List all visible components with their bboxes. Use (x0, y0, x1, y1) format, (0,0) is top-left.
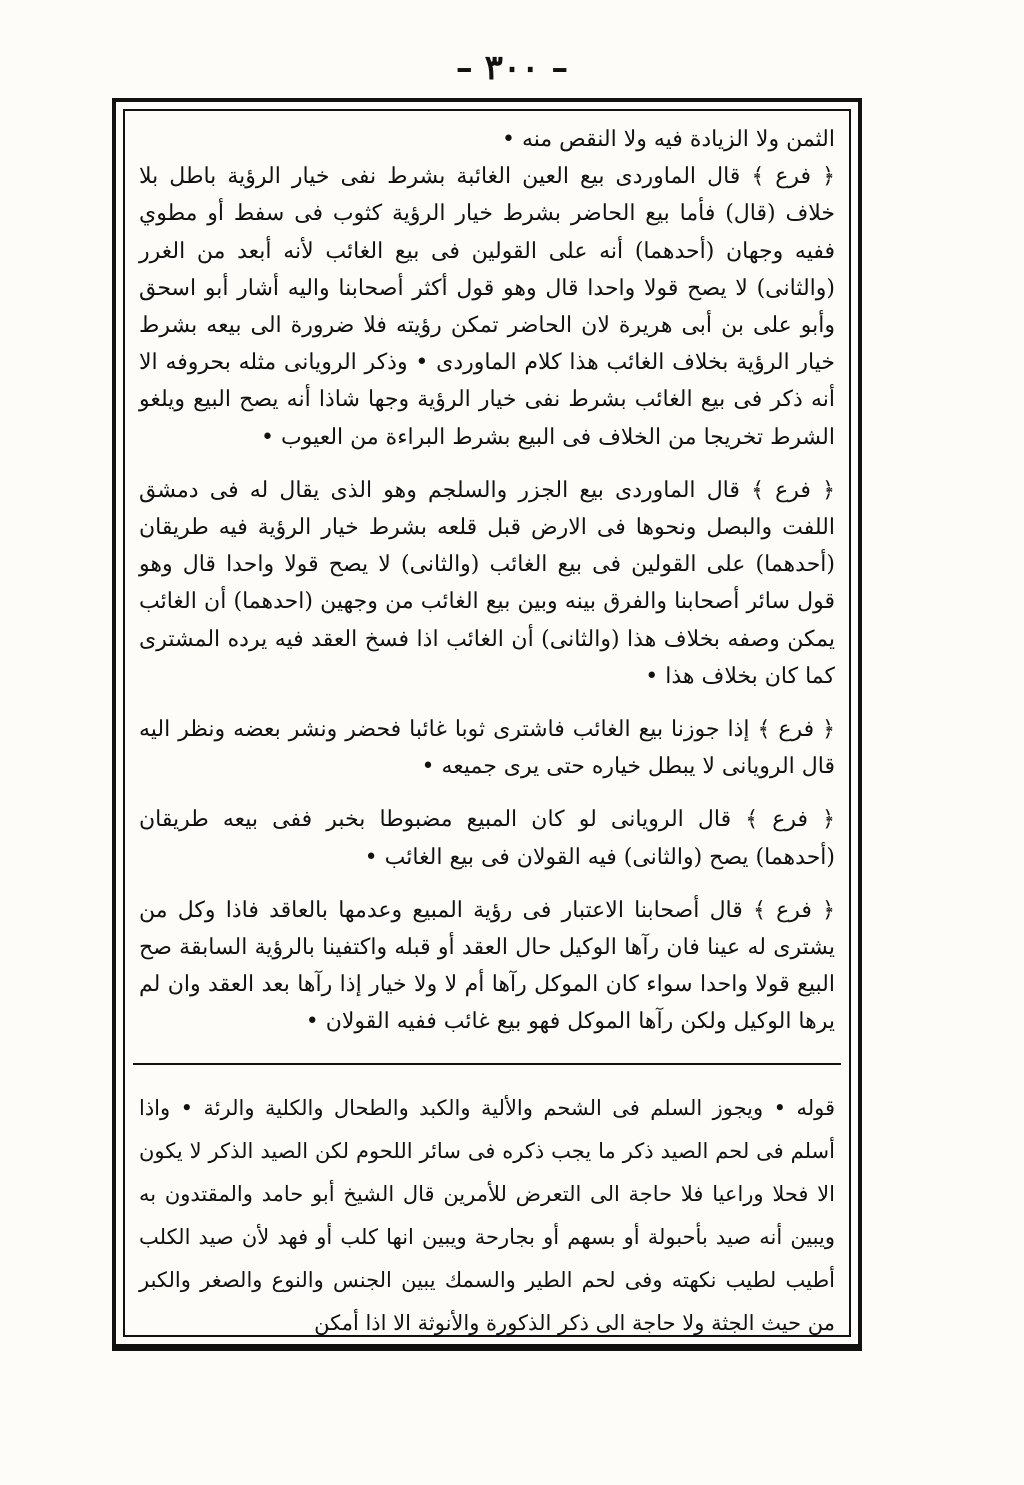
bottom-rule (112, 1346, 862, 1351)
page-frame-inner (123, 109, 851, 1337)
page-frame (112, 98, 862, 1348)
main-paragraph: الثمن ولا الزيادة فيه ولا النقص منه • (502, 127, 835, 152)
main-paragraph: ﴿ فرع ﴾ إذا جوزنا بيع الغائب فاشترى ثوبا غائبا فحضر ونشر بعضه ونظر اليه قال الرويانى لا يبطل خياره حتى يرى جميعه • (139, 717, 835, 780)
section-divider (133, 1063, 841, 1065)
main-paragraph: ﴿ فرع ﴾ قال الماوردى بيع الجزر والسلجم وهو الذى يقال له فى دمشق اللفت والبصل ونحوها فى الارض قبل قلعه بشرط خيار الرؤية فيه طريقان (أحدهما) على القولين فى بيع الغائب (والثانى) لا يصح قولا واحدا قال وهو قول سائر أصحابنا والفرق بينه وبين بيع الغائب من وجهين (احدهما) أن الغائب يمكن وصفه بخلاف هذا (والثانى) أن الغائب اذا فسخ العقد فيه يرده المشترى كما كان بخلاف هذا • (139, 477, 835, 689)
main-paragraph: ﴿ فرع ﴾ قال أصحابنا الاعتبار فى رؤية المبيع وعدمها بالعاقد فاذا وكل من يشترى له عينا فان رآها الوكيل حال العقد أو قبله واكتفينا بالرؤية السابقة صح البيع قولا واحدا سواء كان الموكل رآها أم لا ولا خيار إذا رآها بعد العقد وان لم يرها الوكيل ولكن رآها الموكل فهو بيع غائب ففيه القولان • (139, 897, 835, 1035)
commentary-text (139, 1087, 835, 1335)
main-paragraph: ﴿ فرع ﴾ قال الماوردى بيع العين الغائبة بشرط نفى خيار الرؤية باطل بلا خلاف (قال) فأما بيع الحاضر بشرط خيار الرؤية كثوب فى سفط أو مطوي ففيه وجهان (أحدهما) أنه على القولين فى بيع الغائب لأنه أبعد من الغرر (والثانى) لا يصح قولا واحدا قال وهو قول أكثر أصحابنا واليه أشار أبو اسحق وأبو على بن أبى هريرة لان الحاضر تمكن رؤيته فلا ضرورة الى بيعه بشرط خيار الرؤية بخلاف الغائب هذا كلام الماوردى • وذكر الرويانى مثله بحروفه الا أنه ذكر فى بيع الغائب بشرط نفى خيار الرؤية وجها شاذا أنه يصح البيع ويلغو الشرط تخريجا من الخلاف فى البيع بشرط البراءة من العيوب • (139, 164, 836, 450)
page-number: – ٣٠٠ – (455, 48, 569, 88)
main-text (139, 121, 835, 1051)
main-paragraph: ﴿ فرع ﴾ قال الرويانى لو كان المبيع مضبوطا بخبر ففى بيعه طريقان (أحدهما) يصح (والثانى) فيه القولان فى بيع الغائب • (139, 807, 835, 870)
commentary-paragraph: قوله • ويجوز السلم فى الشحم والألية والكبد والطحال والكلية والرئة • واذا أسلم فى لحم الصيد ذكر ما يجب ذكره فى سائر اللحوم لكن الصيد الذكر لا يكون الا فحلا وراعيا فلا حاجة الى التعرض للأمرين قال الشيخ أبو حامد والمقتدون به ويبين أنه صيد بأحبولة أو بسهم أو بجارحة ويبين انها كلب أو فهد لأن صيد الكلب أطيب لطيب نكهته وفى لحم الطير والسمك يبين الجنس والنوع والصغر والكبر من حيث الجثة ولا حاجة الى ذكر الذكورة والأنوثة الا اذا أمكن (139, 1096, 835, 1335)
